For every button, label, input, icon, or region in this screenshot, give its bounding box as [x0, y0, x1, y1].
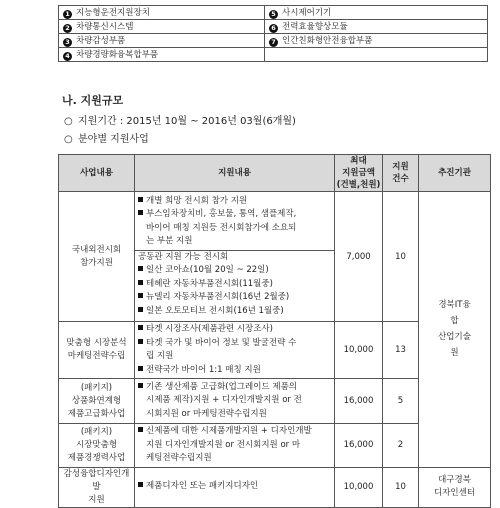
- header-support: 지원내용: [135, 155, 335, 192]
- square-bullet-icon: [138, 339, 143, 344]
- table-header-row: [59, 155, 491, 192]
- legend-label: 차량감성부품: [76, 36, 126, 46]
- max-amount: 10,000: [335, 467, 383, 507]
- support-content: 제품디자인 또는 패키지디자인: [135, 467, 335, 507]
- legend-empty-cell: [265, 48, 488, 62]
- legend-item: [265, 34, 488, 48]
- max-amount: 16,000: [335, 379, 383, 424]
- table-row: [59, 192, 491, 322]
- square-bullet-icon: [138, 482, 143, 487]
- square-bullet-icon: [138, 197, 143, 202]
- legend-item: [265, 6, 488, 20]
- legend-item: [265, 20, 488, 34]
- section-title: 나. 지원규모: [62, 94, 124, 107]
- support-count: 10: [383, 192, 419, 322]
- header-business: 사업내용: [59, 155, 135, 192]
- max-amount: 7,000: [335, 192, 383, 322]
- legend-label: 사시제어기기: [282, 8, 332, 18]
- number-badge: 7: [269, 38, 278, 47]
- org-last: 대구경북 디자인센터: [419, 467, 491, 507]
- business-name: 국내외전시회 참가지원: [59, 192, 135, 322]
- business-name: (패키지) 상품화연계형 제품고급화사업: [59, 379, 135, 424]
- category-legend: [58, 5, 488, 62]
- square-bullet-icon: [138, 383, 143, 388]
- support-count: 13: [383, 322, 419, 379]
- square-bullet-icon: [138, 325, 143, 330]
- legend-label: 차량경량화융복합부품: [76, 50, 159, 60]
- business-name: 맞춤형 시장분석 마케팅전략수립: [59, 322, 135, 379]
- max-amount: 10,000: [335, 322, 383, 379]
- field-heading: [64, 130, 149, 145]
- square-bullet-icon: [138, 293, 143, 298]
- square-bullet-icon: [138, 280, 143, 285]
- business-name: 감성융합디자인개발 지원: [59, 467, 135, 507]
- support-content: 기존 생산제품 고급화(업그레이드 제품의 시제품 제작)지원 + 디자인개발지원 or 전 시회지원 or 마케팅전략수립지원: [135, 379, 335, 424]
- support-count: 2: [383, 424, 419, 468]
- sub-heading: 공동관 지원 가능 전시회: [135, 250, 334, 265]
- square-bullet-icon: [138, 366, 143, 371]
- field-heading-text: 분야별 지원사업: [78, 134, 149, 145]
- support-period-text: 지원기간 : 2015년 10월 ~ 2016년 03월(6개월): [78, 116, 296, 127]
- legend-item: [59, 34, 265, 48]
- number-badge: 4: [63, 52, 72, 61]
- header-count: 지원 건수: [383, 155, 419, 192]
- support-content: 타겟 시장조사(제품관련 시장조사) 타겟 국가 및 바이어 정보 및 발굴전략 수 립 지원 전략국가 바이어 1:1 매칭 지원: [135, 322, 335, 379]
- support-count: 10: [383, 467, 419, 507]
- number-badge: 5: [269, 10, 278, 19]
- circle-bullet-icon: ○: [64, 116, 73, 127]
- legend-item: [59, 6, 265, 20]
- org-main: 경북IT융 합 산업기술 원: [419, 192, 491, 468]
- table-row: [59, 467, 491, 507]
- support-content: 신제품에 대한 시제품개발지원 + 디자인개발 지원 디자인개발지원 or 전시회지원 or 마 케팅전략수립지원: [135, 424, 335, 468]
- number-badge: 6: [269, 24, 278, 33]
- support-content: 개별 희망 전시회 참가 지원 부스임차장치비, 홍보물, 통역, 샘플제작, 바이어 매칭 지원등 전시회참가에 소요되 는 부분 지원 공동관 지원 가능 전시회 일산 코아쇼(10월 20일 ~ 22일) 테헤란 자동차부품전시회(11월중) 뉴델리 자동차부품전시회(16년 2월중) 일본 오토모티브 전시회(16년 1월중): [135, 192, 335, 322]
- number-badge: 2: [63, 24, 72, 33]
- number-badge: 1: [63, 10, 72, 19]
- header-max-amount: 최대 지원금액 (건별,천원): [335, 155, 383, 192]
- legend-item: [59, 20, 265, 34]
- max-amount: 16,000: [335, 424, 383, 468]
- square-bullet-icon: [138, 210, 143, 215]
- legend-label: 인간친화형안전융합부품: [282, 36, 373, 46]
- circle-bullet-icon: ○: [64, 134, 73, 145]
- legend-label: 전력효율향상모듈: [282, 22, 348, 32]
- square-bullet-icon: [138, 266, 143, 271]
- square-bullet-icon: [138, 427, 143, 432]
- legend-label: 차량통신시스템: [76, 22, 134, 32]
- support-program-table: [58, 154, 491, 508]
- support-period: [64, 112, 296, 127]
- legend-label: 지능형운전지원장치: [76, 8, 150, 18]
- legend-item: [59, 48, 265, 62]
- business-name: (패키지) 시장맞춤형 제품경쟁력사업: [59, 424, 135, 468]
- square-bullet-icon: [138, 307, 143, 312]
- header-org: 추진기관: [419, 155, 491, 192]
- support-count: 5: [383, 379, 419, 424]
- number-badge: 3: [63, 38, 72, 47]
